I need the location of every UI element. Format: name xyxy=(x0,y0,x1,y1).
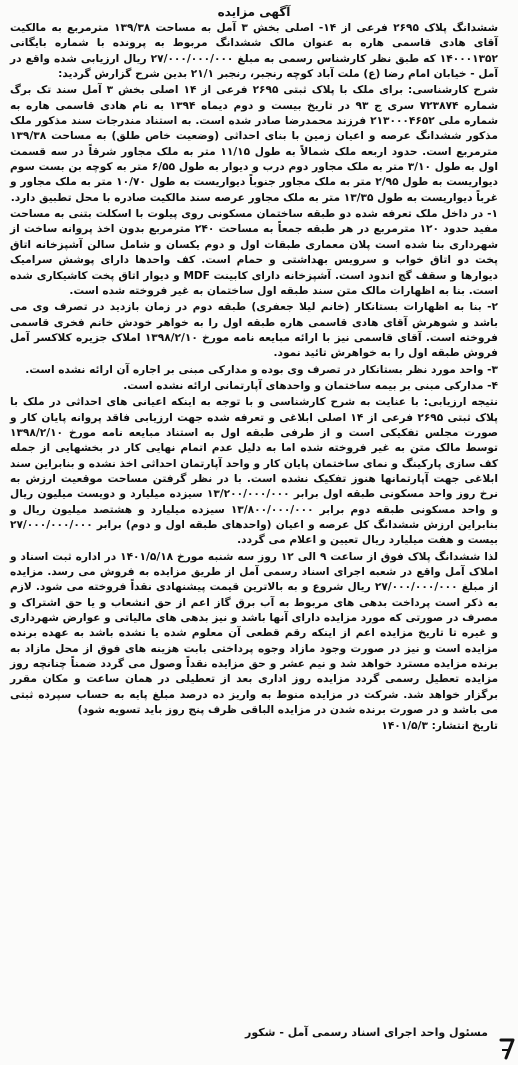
notice-signature: مسئول واحد اجرای اسناد رسمی آمل - شکور xyxy=(245,1026,488,1039)
notice-paragraph-valuation-result: نتیجه ارزیابی: با عنایت به شرح کارشناسی و با توجه به اینکه اعیانی های احداثی در ملک با پلاک ثبتی ۲۶۹۵ فرعی از ۱۴ اصلی ابلاغی و تعرفه شده جهت ارزیابی فاقد پروانه پایان کار و صورت مجلس تفکیکی است و از طرفی طبقه اول به استناد مبایعه نامه مورخ ۱۳۹۸/۲/۱۰ توسط مالک متن به غیر فروخته شده اما به دلیل عدم اتمام نهایی کار در بخشهایی از جمله کف سازی پارکینگ و نمای ساختمان پایان کار و واحد آپارتمان احداثی اخذ نشده و بنابراین سند ابلاغی جهت آپارتمانها هنوز تفکیک نشده است. با در نظر گرفتن مساحت موقعیت ارزش به نرخ روز واحد مسکونی طبقه اول برابر ۱۳/۲۰۰/۰۰۰/۰۰۰ سیزده میلیارد و دویست میلیون ریال و واحد مسکونی طبقه دوم برابر ۱۳/۸۰۰/۰۰۰/۰۰۰ سیزده میلیارد و هشتصد میلیون ریال و بنابراین ارزش ششدانگ کل عرصه و اعیان (واحدهای طبقه اول و دوم) برابر ۲۷/۰۰۰/۰۰۰/۰۰۰ بیست و هفت میلیارد ریال تعیین و اعلام می گردد. xyxy=(10,396,498,547)
notice-publication-date: تاریخ انتشار: ۱۴۰۱/۵/۳ xyxy=(381,720,498,733)
notice-paragraph-intro: ششدانگ پلاک ۲۶۹۵ فرعی از ۱۴- اصلی بخش ۳ آمل به مساحت ۱۳۹/۳۸ مترمربع به مالکیت آقای هادی قاسمی هاره به عنوان مالک ششدانگ مربوط به پرونده با شماره بایگانی ۱۴۰۰۰۱۳۵۲ که طبق نظر کارشناس رسمی به مبلغ ۲۷/۰۰۰/۰۰۰/۰۰۰ ریال ارزیابی شده واقع در آمل - خیابان امام رضا (ع) ملت آباد کوچه رنجبر، رنجبر ۲۱/۱ بدین شرح گزارش گردید: xyxy=(10,22,498,81)
notice-title: آگهی مزایده xyxy=(217,5,291,19)
notice-paragraph-expert-description: شرح کارشناسی: برای ملک با پلاک ثبتی ۲۶۹۵ فرعی از ۱۴ اصلی بخش ۳ آمل سند تک برگ شماره ۷۲۳۸۷۴ سری ج ۹۳ در تاریخ بیست و دوم دیماه ۱۳۹۴ به نام هادی قاسمی هاره به شماره ملی ۲۱۳۰۰۰۴۶۵۲ فرزند محمدرضا صادر شده است. به استناد مندرجات سند مذکور ملک مذکور ششدانگ عرصه و اعیان زمین با بنای احداثی (وضعیت خاص طلق) به مساحت ۱۳۹/۳۸ مترمربع است. حدود اربعه ملک شمالاً به طول ۱۱/۱۵ متر به ملک مجاور شرقاً در سه قسمت اول به طول ۳/۱۰ متر به ملک مجاور دوم درب و دیوار به طول ۶/۵۵ متر به کوچه بن بست سوم دیواریست به طول ۲/۹۵ متر به ملک مجاور جنوباً دیواریست به طول ۱۰/۷۰ متر به ملک مجاور و غرباً دیواریست به طول ۱۳/۳۵ متر به ملک مجاور عرصه سند مالکیت صادره با محل تطبیق دارد. xyxy=(10,84,498,204)
corner-mark-icon xyxy=(498,1036,516,1062)
notice-paragraph-item-2: ۲- بنا به اظهارات بستانکار (خانم لیلا جعفری) طبقه دوم در زمان بازدید در تصرف وی می باشد و شوهرش آقای هادی قاسمی هاره طبقه اول را به خواهر خودش خانم فخری قاسمی فروخته است. آقای قاسمی نیز با ارائه مبایعه نامه مورخ ۱۳۹۸/۲/۱۰ املاک جزیره کلاکسر آمل فروش طبقه اول را به خواهرش تائید نمود. xyxy=(10,301,498,360)
notice-paragraph-auction-terms: لذا ششدانگ پلاک فوق از ساعت ۹ الی ۱۲ روز سه شنبه مورخ ۱۴۰۱/۵/۱۸ در اداره ثبت اسناد و املاک آمل واقع در شعبه اجرای اسناد رسمی آمل از طریق مزایده به فروش می رسد. مزایده از مبلغ ۲۷/۰۰۰/۰۰۰/۰۰۰ ریال شروع و به بالاترین قیمت پیشنهادی نقداً فروخته می شود. لازم به ذکر است پرداخت بدهی های مربوط به آب برق گاز اعم از حق انشعاب و یا حق اشتراک و مصرف در صورتی که مورد مزایده دارای آنها باشد و نیز بدهی های مالیاتی و عوارض شهرداری و غیره تا تاریخ مزایده اعم از اینکه رقم قطعی آن معلوم شده یا نشده باشد به عهده برنده مزایده است و نیز در صورت وجود مازاد وجوه پرداختی بابت هزینه های فوق از محل مازاد به برنده مزایده مسترد خواهد شد و نیم عشر و حق مزایده نقداً وصول می گردد ضمناً چنانچه روز مزایده تعطیل رسمی گردد مزایده روز اداری بعد از تعطیلی در همان ساعت و مکان مقرر برگزار خواهد شد. شرکت در مزایده منوط به واریز ده درصد مبلغ پایه به حساب سپرده ثبتی می باشد و در صورت برنده شدن در مزایده الباقی ظرف پنج روز باید تسویه شود) xyxy=(10,550,498,717)
auction-notice xyxy=(10,4,498,1044)
notice-paragraph-item-1: ۱- در داخل ملک تعرفه شده دو طبقه ساختمان مسکونی روی پیلوت با اسکلت بتنی به مساحت مفید حدود ۱۲۰ مترمربع در هر طبقه جمعاً به مساحت ۲۴۰ مترمربع بدون اخذ پروانه ساخت از شهرداری بنا شده است پلان معماری طبقات اول و دوم یکسان و شامل سالن آشپزخانه اتاق پخت دو اتاق خواب و سرویس بهداشتی و حمام است. کف واحدها دارای پوشش سرامیک دیوارها و سقف گچ اندود است. آشپزخانه دارای کابینت MDF و دیوار اتاق پخت کاشیکاری شده است. بنا به اظهارات مالک متن سند طبقه اول ساختمان به غیر فروخته شده است. xyxy=(10,208,498,297)
notice-paragraph-item-4: ۴- مدارکی مبنی بر بیمه ساختمان و واحدهای آپارتمانی ارائه نشده است. xyxy=(123,379,498,392)
notice-paragraph-item-3: ۳- واحد مورد نظر بستانکار در تصرف وی بوده و مدارکی مبنی بر اجاره آن ارائه نشده است. xyxy=(25,363,498,376)
